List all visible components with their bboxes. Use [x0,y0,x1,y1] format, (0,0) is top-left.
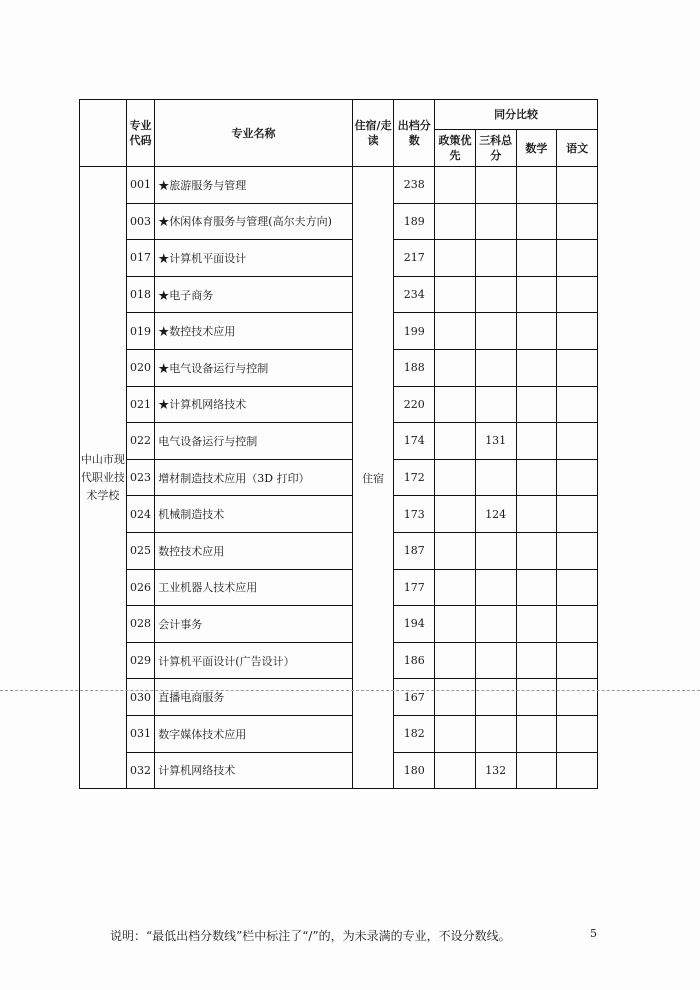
major-name: ★计算机平面设计 [155,240,352,277]
major-name: 机械制造技术 [155,496,352,533]
three-subject-total [475,167,516,204]
table-row [80,715,598,752]
header-name: 专业名称 [155,100,352,167]
major-name: 直播电商服务 [155,679,352,716]
chinese-cell [557,752,598,789]
math-cell [516,203,557,240]
policy-priority-cell [435,423,476,460]
min-score: 173 [394,496,435,533]
major-code: 029 [126,642,154,679]
three-subject-total [475,313,516,350]
major-name: ★数控技术应用 [155,313,352,350]
header-lodging: 住宿/走读 [352,100,394,167]
major-name: 数字媒体技术应用 [155,715,352,752]
table-row [80,203,598,240]
major-code: 031 [126,715,154,752]
table-row [80,642,598,679]
math-cell [516,569,557,606]
table-row [80,276,598,313]
major-code: 030 [126,679,154,716]
min-score: 174 [394,423,435,460]
header-chinese: 语文 [557,130,598,167]
major-name: 增材制造技术应用（3D 打印） [155,459,352,496]
min-score: 180 [394,752,435,789]
table-row [80,459,598,496]
min-score: 188 [394,349,435,386]
policy-priority-cell [435,496,476,533]
policy-priority-cell [435,606,476,643]
major-name: ★休闲体育服务与管理(高尔夫方向) [155,203,352,240]
policy-priority-cell [435,167,476,204]
math-cell [516,679,557,716]
admission-score-table [79,99,598,789]
table-row [80,679,598,716]
policy-priority-cell [435,349,476,386]
table-row [80,423,598,460]
table-row [80,606,598,643]
math-cell [516,496,557,533]
chinese-cell [557,496,598,533]
major-code: 025 [126,532,154,569]
policy-priority-cell [435,240,476,277]
three-subject-total [475,642,516,679]
min-score: 220 [394,386,435,423]
table-body [80,167,598,789]
major-code: 024 [126,496,154,533]
chinese-cell [557,386,598,423]
min-score: 199 [394,313,435,350]
three-subject-total [475,203,516,240]
three-subject-total [475,679,516,716]
math-cell [516,313,557,350]
math-cell [516,276,557,313]
chinese-cell [557,276,598,313]
three-subject-total [475,532,516,569]
three-subject-total: 131 [475,423,516,460]
math-cell [516,459,557,496]
table-row [80,386,598,423]
three-subject-total: 132 [475,752,516,789]
table-row [80,569,598,606]
min-score: 182 [394,715,435,752]
three-subject-total [475,276,516,313]
major-name: ★电子商务 [155,276,352,313]
min-score: 177 [394,569,435,606]
min-score: 217 [394,240,435,277]
math-cell [516,240,557,277]
policy-priority-cell [435,386,476,423]
three-subject-total [475,459,516,496]
math-cell [516,715,557,752]
policy-priority-cell [435,679,476,716]
policy-priority-cell [435,752,476,789]
header-score: 出档分数 [394,100,435,167]
chinese-cell [557,642,598,679]
min-score: 189 [394,203,435,240]
three-subject-total [475,569,516,606]
chinese-cell [557,715,598,752]
header-compare: 同分比较 [435,100,598,130]
header-policy-priority: 政策优先 [435,130,476,167]
math-cell [516,606,557,643]
math-cell [516,423,557,460]
major-name: 电气设备运行与控制 [155,423,352,460]
major-code: 018 [126,276,154,313]
major-name: 会计事务 [155,606,352,643]
major-name: 工业机器人技术应用 [155,569,352,606]
min-score: 167 [394,679,435,716]
math-cell [516,642,557,679]
table-row [80,240,598,277]
policy-priority-cell [435,203,476,240]
chinese-cell [557,606,598,643]
table-row [80,532,598,569]
major-name: ★旅游服务与管理 [155,167,352,204]
major-code: 001 [126,167,154,204]
school-name-cell: 中山市现代职业技术学校 [80,167,127,789]
three-subject-total [475,715,516,752]
table-row [80,349,598,386]
min-score: 187 [394,532,435,569]
chinese-cell [557,240,598,277]
major-code: 020 [126,349,154,386]
math-cell [516,752,557,789]
table-row [80,752,598,789]
policy-priority-cell [435,715,476,752]
chinese-cell [557,569,598,606]
three-subject-total [475,240,516,277]
three-subject-total [475,386,516,423]
policy-priority-cell [435,642,476,679]
chinese-cell [557,203,598,240]
major-name: 计算机平面设计(广告设计） [155,642,352,679]
header-code: 专业代码 [126,100,154,167]
policy-priority-cell [435,313,476,350]
min-score: 194 [394,606,435,643]
chinese-cell [557,167,598,204]
math-cell [516,349,557,386]
major-name: 数控技术应用 [155,532,352,569]
policy-priority-cell [435,532,476,569]
school-header-cell [80,100,127,167]
major-code: 022 [126,423,154,460]
major-code: 023 [126,459,154,496]
three-subject-total [475,349,516,386]
chinese-cell [557,679,598,716]
table-row [80,167,598,204]
math-cell [516,167,557,204]
major-code: 003 [126,203,154,240]
table-row [80,313,598,350]
three-subject-total [475,606,516,643]
major-name: ★电气设备运行与控制 [155,349,352,386]
major-code: 019 [126,313,154,350]
major-code: 032 [126,752,154,789]
major-code: 026 [126,569,154,606]
table-row [80,496,598,533]
min-score: 234 [394,276,435,313]
policy-priority-cell [435,569,476,606]
math-cell [516,386,557,423]
scan-fold-line [0,690,700,691]
chinese-cell [557,313,598,350]
major-name: 计算机网络技术 [155,752,352,789]
major-code: 028 [126,606,154,643]
chinese-cell [557,349,598,386]
min-score: 186 [394,642,435,679]
math-cell [516,532,557,569]
header-three-subject-total: 三科总分 [475,130,516,167]
major-code: 017 [126,240,154,277]
lodging-cell: 住宿 [352,167,394,789]
major-name: ★计算机网络技术 [155,386,352,423]
chinese-cell [557,423,598,460]
min-score: 172 [394,459,435,496]
major-code: 021 [126,386,154,423]
header-math: 数学 [516,130,557,167]
min-score: 238 [394,167,435,204]
three-subject-total: 124 [475,496,516,533]
policy-priority-cell [435,459,476,496]
chinese-cell [557,459,598,496]
page-number: 5 [590,927,597,940]
chinese-cell [557,532,598,569]
policy-priority-cell [435,276,476,313]
footnote: 说明：“最低出档分数线”栏中标注了“/”的，为未录满的专业，不设分数线。 [110,929,511,943]
